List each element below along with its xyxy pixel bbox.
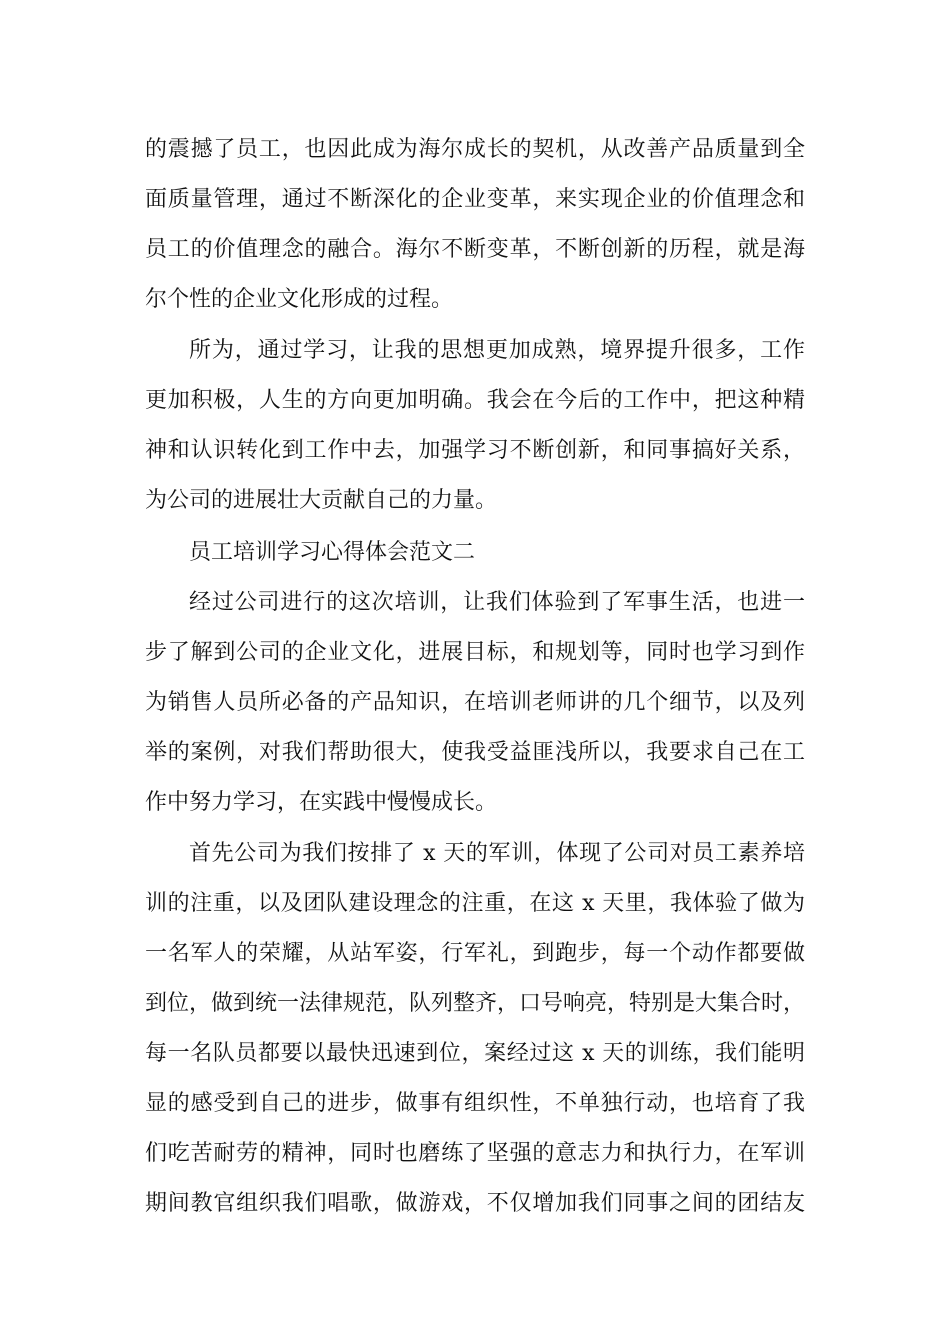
paragraph-line: 尔个性的企业文化形成的过程。 bbox=[145, 287, 454, 312]
paragraph-line: 作中努力学习，在实践中慢慢成长。 bbox=[145, 790, 498, 815]
paragraph-line: 更加积极，人生的方向更加明确。我会在今后的工作中，把这种精 bbox=[145, 388, 805, 413]
paragraph-line: 们吃苦耐劳的精神，同时也磨练了坚强的意志力和执行力，在军训 bbox=[145, 1141, 805, 1166]
paragraph-line: 为销售人员所必备的产品知识，在培训老师讲的几个细节，以及列 bbox=[145, 690, 805, 715]
paragraph-line: 训的注重，以及团队建设理念的注重，在这 x 天里，我体验了做为 bbox=[145, 891, 805, 916]
paragraph-line: 的震撼了员工，也因此成为海尔成长的契机，从改善产品质量到全 bbox=[145, 137, 805, 162]
paragraph-line: 举的案例，对我们帮助很大，使我受益匪浅所以，我要求自己在工 bbox=[145, 740, 805, 765]
section-heading: 员工培训学习心得体会范文二 bbox=[189, 540, 476, 565]
paragraph-line: 期间教官组织我们唱歌，做游戏，不仅增加我们同事之间的团结友 bbox=[145, 1191, 805, 1216]
paragraph-line: 显的感受到自己的进步，做事有组织性，不单独行动，也培育了我 bbox=[145, 1091, 805, 1116]
paragraph-line: 一名军人的荣耀，从站军姿，行军礼，到跑步，每一个动作都要做 bbox=[145, 941, 805, 966]
paragraph-line: 步了解到公司的企业文化，进展目标，和规划等，同时也学习到作 bbox=[145, 640, 805, 665]
paragraph-line: 首先公司为我们按排了 x 天的军训，体现了公司对员工素养培 bbox=[189, 841, 805, 866]
paragraph-line: 到位，做到统一法律规范，队列整齐，口号响亮，特别是大集合时， bbox=[145, 991, 806, 1016]
paragraph-line: 面质量管理，通过不断深化的企业变革，来实现企业的价值理念和 bbox=[145, 187, 805, 212]
paragraph-line: 为公司的进展壮大贡献自己的力量。 bbox=[145, 488, 498, 513]
paragraph-line: 神和认识转化到工作中去，加强学习不断创新，和同事搞好关系， bbox=[145, 438, 805, 463]
paragraph-line: 经过公司进行的这次培训，让我们体验到了军事生活，也进一 bbox=[189, 590, 805, 615]
paragraph-line: 所为，通过学习，让我的思想更加成熟，境界提升很多，工作 bbox=[189, 338, 805, 363]
paragraph-line: 每一名队员都要以最快迅速到位，案经过这 x 天的训练，我们能明 bbox=[145, 1041, 805, 1066]
paragraph-line: 员工的价值理念的融合。海尔不断变革，不断创新的历程，就是海 bbox=[145, 237, 805, 262]
